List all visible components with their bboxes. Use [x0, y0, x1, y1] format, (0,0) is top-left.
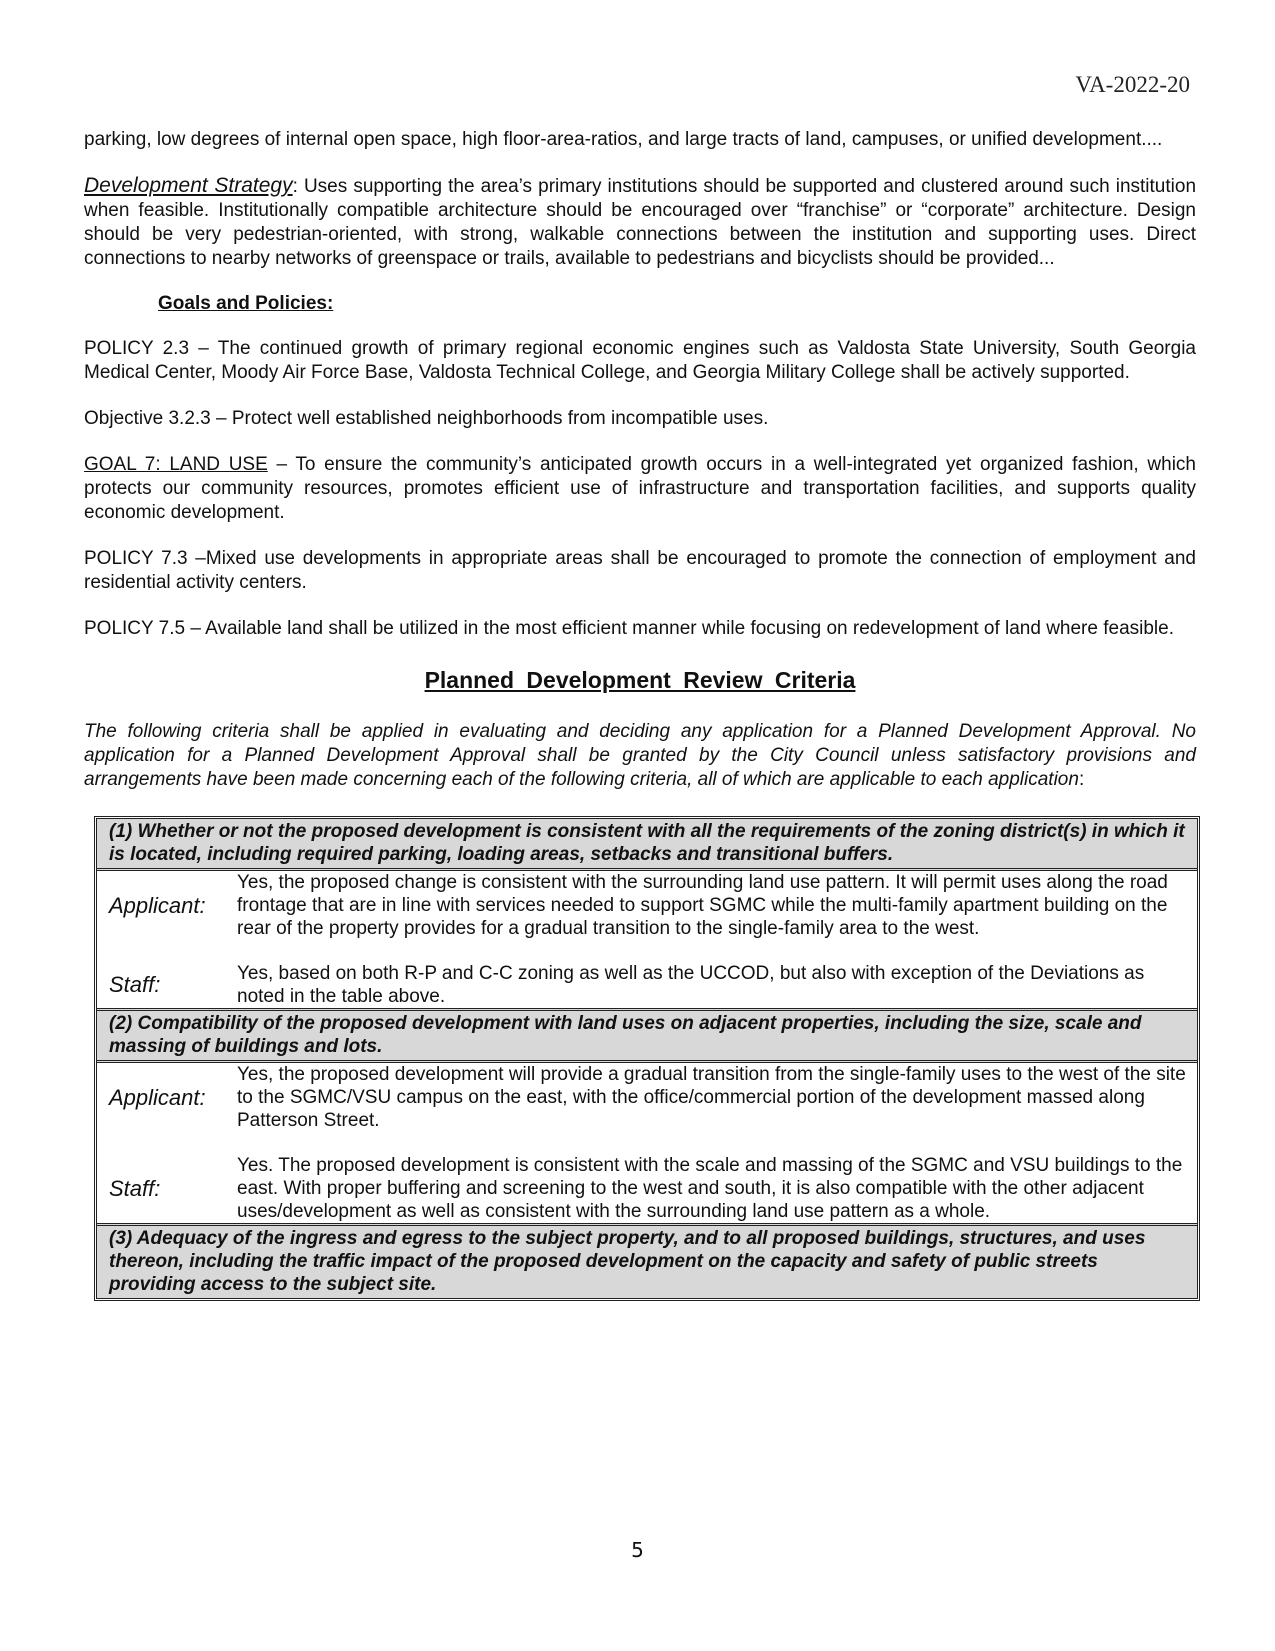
development-strategy-paragraph: [84, 174, 1196, 271]
criteria-table: [94, 816, 1200, 1301]
objective-3-2-3: Objective 3.2.3 – Protect well established neighborhoods from incompatible uses.: [84, 408, 769, 429]
policy-7-3: POLICY 7.3 –Mixed use developments in appropriate areas shall be encouraged to promote the connection of employment and residential activity centers.: [84, 548, 1196, 593]
applicant-text: Yes, the proposed change is consistent with the surrounding land use pattern. It will permit uses along the road frontage that are in line with services needed to support SGMC while the multi-family apartment building on the rear of the property provides for a gradual transition to the single-family area to the west.: [237, 872, 1168, 939]
criterion-heading: (3) Adequacy of the ingress and egress to the subject property, and to all proposed buildings, structures, and uses thereon, including the traffic impact of the proposed development on the capacity and safety of public streets providing access to the subject site.: [97, 1223, 1197, 1298]
staff-response: [97, 962, 1197, 1008]
development-strategy-label: Development Strategy: [84, 174, 293, 197]
paragraph-continued: parking, low degrees of internal open space, high floor-area-ratios, and large tracts of land, campuses, or unified development....: [84, 129, 1163, 150]
page-number: 5: [631, 1538, 644, 1562]
applicant-response: [97, 871, 1197, 940]
goal-7-text: – To ensure the community’s anticipated growth occurs in a well-integrated yet organized fashion, which protects our community resources, promotes efficient use of infrastructure and transportation facilities, and supports quality economic development.: [84, 454, 1196, 523]
criterion-heading: (2) Compatibility of the proposed development with land uses on adjacent properties, including the size, scale and massing of buildings and lots.: [97, 1008, 1197, 1063]
policy-2-3: POLICY 2.3 – The continued growth of primary regional economic engines such as Valdosta State University, South Georgia Medical Center, Moody Air Force Base, Valdosta Technical College, and Georgia Military College shall be actively supported.: [84, 338, 1196, 383]
criterion-responses: [97, 1063, 1197, 1223]
criterion-heading: (1) Whether or not the proposed development is consistent with all the requirements of the zoning district(s) in which it is located, including required parking, loading areas, setbacks and transitional buffers.: [97, 819, 1197, 871]
applicant-label: Applicant:: [109, 892, 206, 918]
review-intro-colon: :: [1078, 769, 1085, 790]
goal-7-label: GOAL 7: LAND USE: [84, 454, 268, 475]
page-content: [84, 128, 1196, 1301]
staff-label: Staff:: [109, 972, 161, 997]
goals-heading: Goals and Policies:: [158, 293, 334, 314]
applicant-text: Yes, the proposed development will provide a gradual transition from the single-family uses to the west of the site to the SGMC/VSU campus on the east, with the office/commercial portion of the development massed along Patterson Street.: [237, 1064, 1186, 1131]
development-strategy-text: : Uses supporting the area’s primary institutions should be supported and clustered around such institution when feasible. Institutionally compatible architecture should be encouraged over “franchise” or “corporate” architecture. Design should be very pedestrian-oriented, with strong, walkable connections between the institution and supporting uses. Direct connections to nearby networks of greenspace or trails, available to pedestrians and bicyclists should be provided...: [84, 176, 1197, 269]
review-intro: [84, 720, 1196, 792]
applicant-response: [97, 1063, 1197, 1132]
document-id: VA-2022-20: [1075, 72, 1190, 97]
goal-7-paragraph: [84, 453, 1196, 525]
staff-label: Staff:: [109, 1175, 161, 1201]
staff-text: Yes, based on both R-P and C-C zoning as well as the UCCOD, but also with exception of the Deviations as noted in the table above.: [237, 963, 1145, 1007]
applicant-label: Applicant:: [109, 1084, 206, 1110]
criterion-responses: [97, 871, 1197, 1008]
staff-text: Yes. The proposed development is consistent with the scale and massing of the SGMC and VSU buildings to the east. With proper buffering and screening to the west and south, it is also compatible with the other adjacent uses/development as well as consistent with the surrounding land use pattern as a whole.: [237, 1155, 1183, 1222]
staff-response: [97, 1154, 1197, 1223]
policy-7-5: POLICY 7.5 – Available land shall be utilized in the most efficient manner while focusing on redevelopment of land where feasible.: [84, 618, 1174, 639]
review-criteria-title: Planned Development Review Criteria: [424, 667, 856, 693]
review-intro-text: The following criteria shall be applied in evaluating and deciding any application for a Planned Development Approval. No application for a Planned Development Approval shall be granted by the City Council unless satisfactory provisions and arrangements have been made concerning each of the following criteria, all of which are applicable to each application: [84, 721, 1196, 790]
